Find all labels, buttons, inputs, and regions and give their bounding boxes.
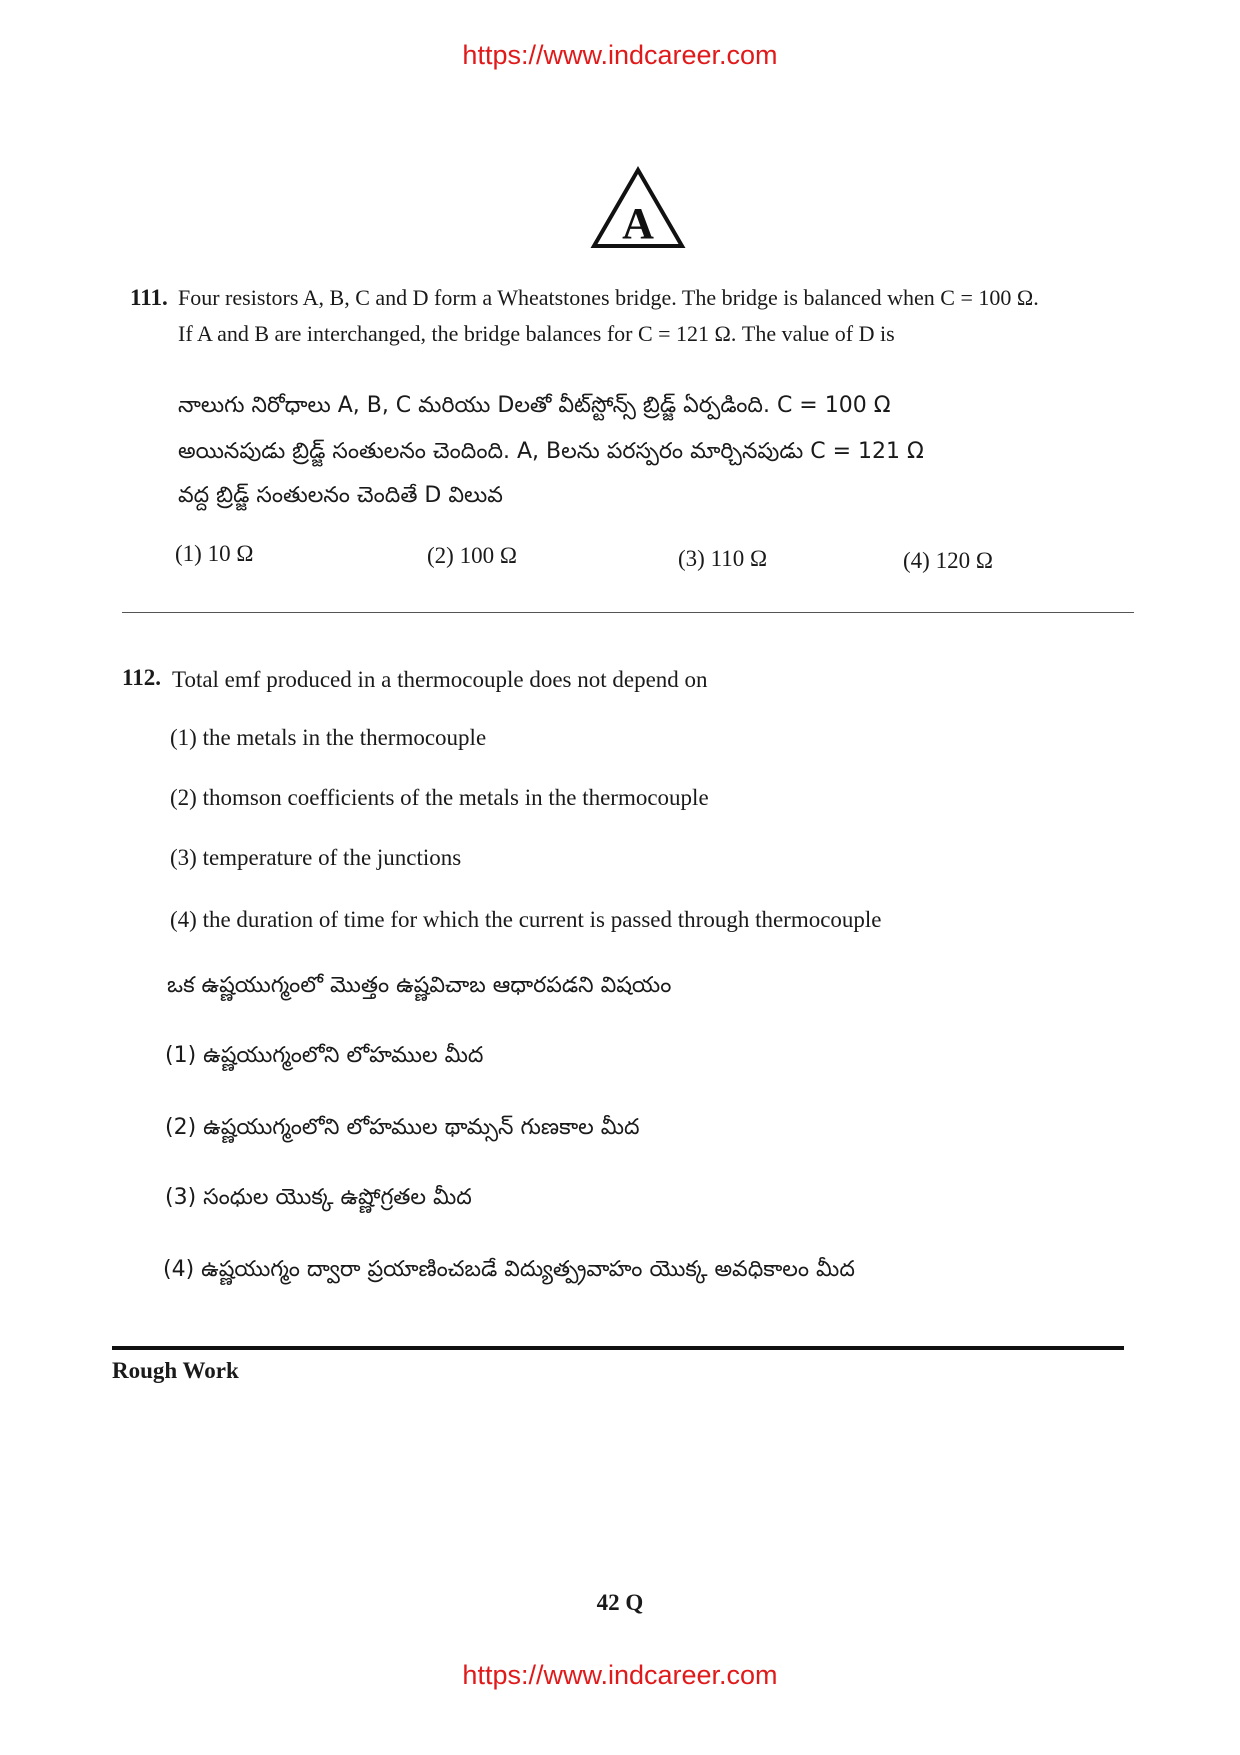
option-1: (1) 10 Ω xyxy=(175,541,254,566)
telugu-text-line: అయినపుడు బ్రిడ్జ్ సంతులనం చెందింది. A, Bలను పరస్పరం మార్చినపుడు C = 121 Ω xyxy=(178,439,924,464)
question-text-line: Four resistors A, B, C and D form a Wheatstones bridge. The bridge is balanced when C = 100 Ω. xyxy=(178,285,1039,310)
option-2: (2) 100 Ω xyxy=(427,543,517,568)
telugu-option-2: (2) ఉష్ణయుగ్మంలోని లోహముల థామ్సన్ గుణకాల మీద xyxy=(165,1115,640,1140)
set-mark-letter: A xyxy=(622,199,654,248)
telugu-text-line: వద్ద బ్రిడ్జ్ సంతులనం చెందితే D విలువ xyxy=(178,483,503,508)
question-divider xyxy=(122,612,1134,613)
set-a-triangle-mark xyxy=(590,166,686,250)
option-3: (3) 110 Ω xyxy=(678,546,768,571)
header-url[interactable]: https://www.indcareer.com xyxy=(462,40,778,70)
option-1: (1) the metals in the thermocouple xyxy=(170,725,487,750)
rough-work-label: Rough Work xyxy=(112,1358,239,1383)
option-2: (2) thomson coefficients of the metals in the thermocouple xyxy=(170,785,709,810)
option-3: (3) temperature of the junctions xyxy=(170,845,462,870)
option-4: (4) the duration of time for which the current is passed through thermocouple xyxy=(170,907,882,932)
telugu-stem: ఒక ఉష్ణయుగ్మంలో మొత్తం ఉష్ణవిచాబ ఆధారపడని విషయం xyxy=(167,973,672,998)
telugu-option-4: (4) ఉష్ణయుగ్మం ద్వారా ప్రయాణించబడే విద్యుత్ప్రవాహం యొక్క అవధికాలం మీద xyxy=(163,1257,855,1282)
question-text-line: If A and B are interchanged, the bridge balances for C = 121 Ω. The value of D is xyxy=(178,321,895,346)
rough-work-divider xyxy=(112,1346,1124,1350)
footer-url[interactable]: https://www.indcareer.com xyxy=(462,1660,778,1690)
page-number: 42 Q xyxy=(596,1590,644,1615)
telugu-text-line: నాలుగు నిరోధాలు A, B, C మరియు Dలతో వీట్‌స్టోన్స్ బ్రిడ్జ్ ఏర్పడింది. C = 100 Ω xyxy=(178,393,891,418)
telugu-option-3: (3) సంధుల యొక్క ఉష్ణోగ్రతల మీద xyxy=(165,1185,472,1210)
telugu-option-1: (1) ఉష్ణయుగ్మంలోని లోహముల మీద xyxy=(165,1043,484,1068)
question-number: 111. xyxy=(130,285,168,310)
option-4: (4) 120 Ω xyxy=(903,548,993,573)
question-stem: Total emf produced in a thermocouple does not depend on xyxy=(172,667,708,692)
question-number: 112. xyxy=(122,665,161,690)
